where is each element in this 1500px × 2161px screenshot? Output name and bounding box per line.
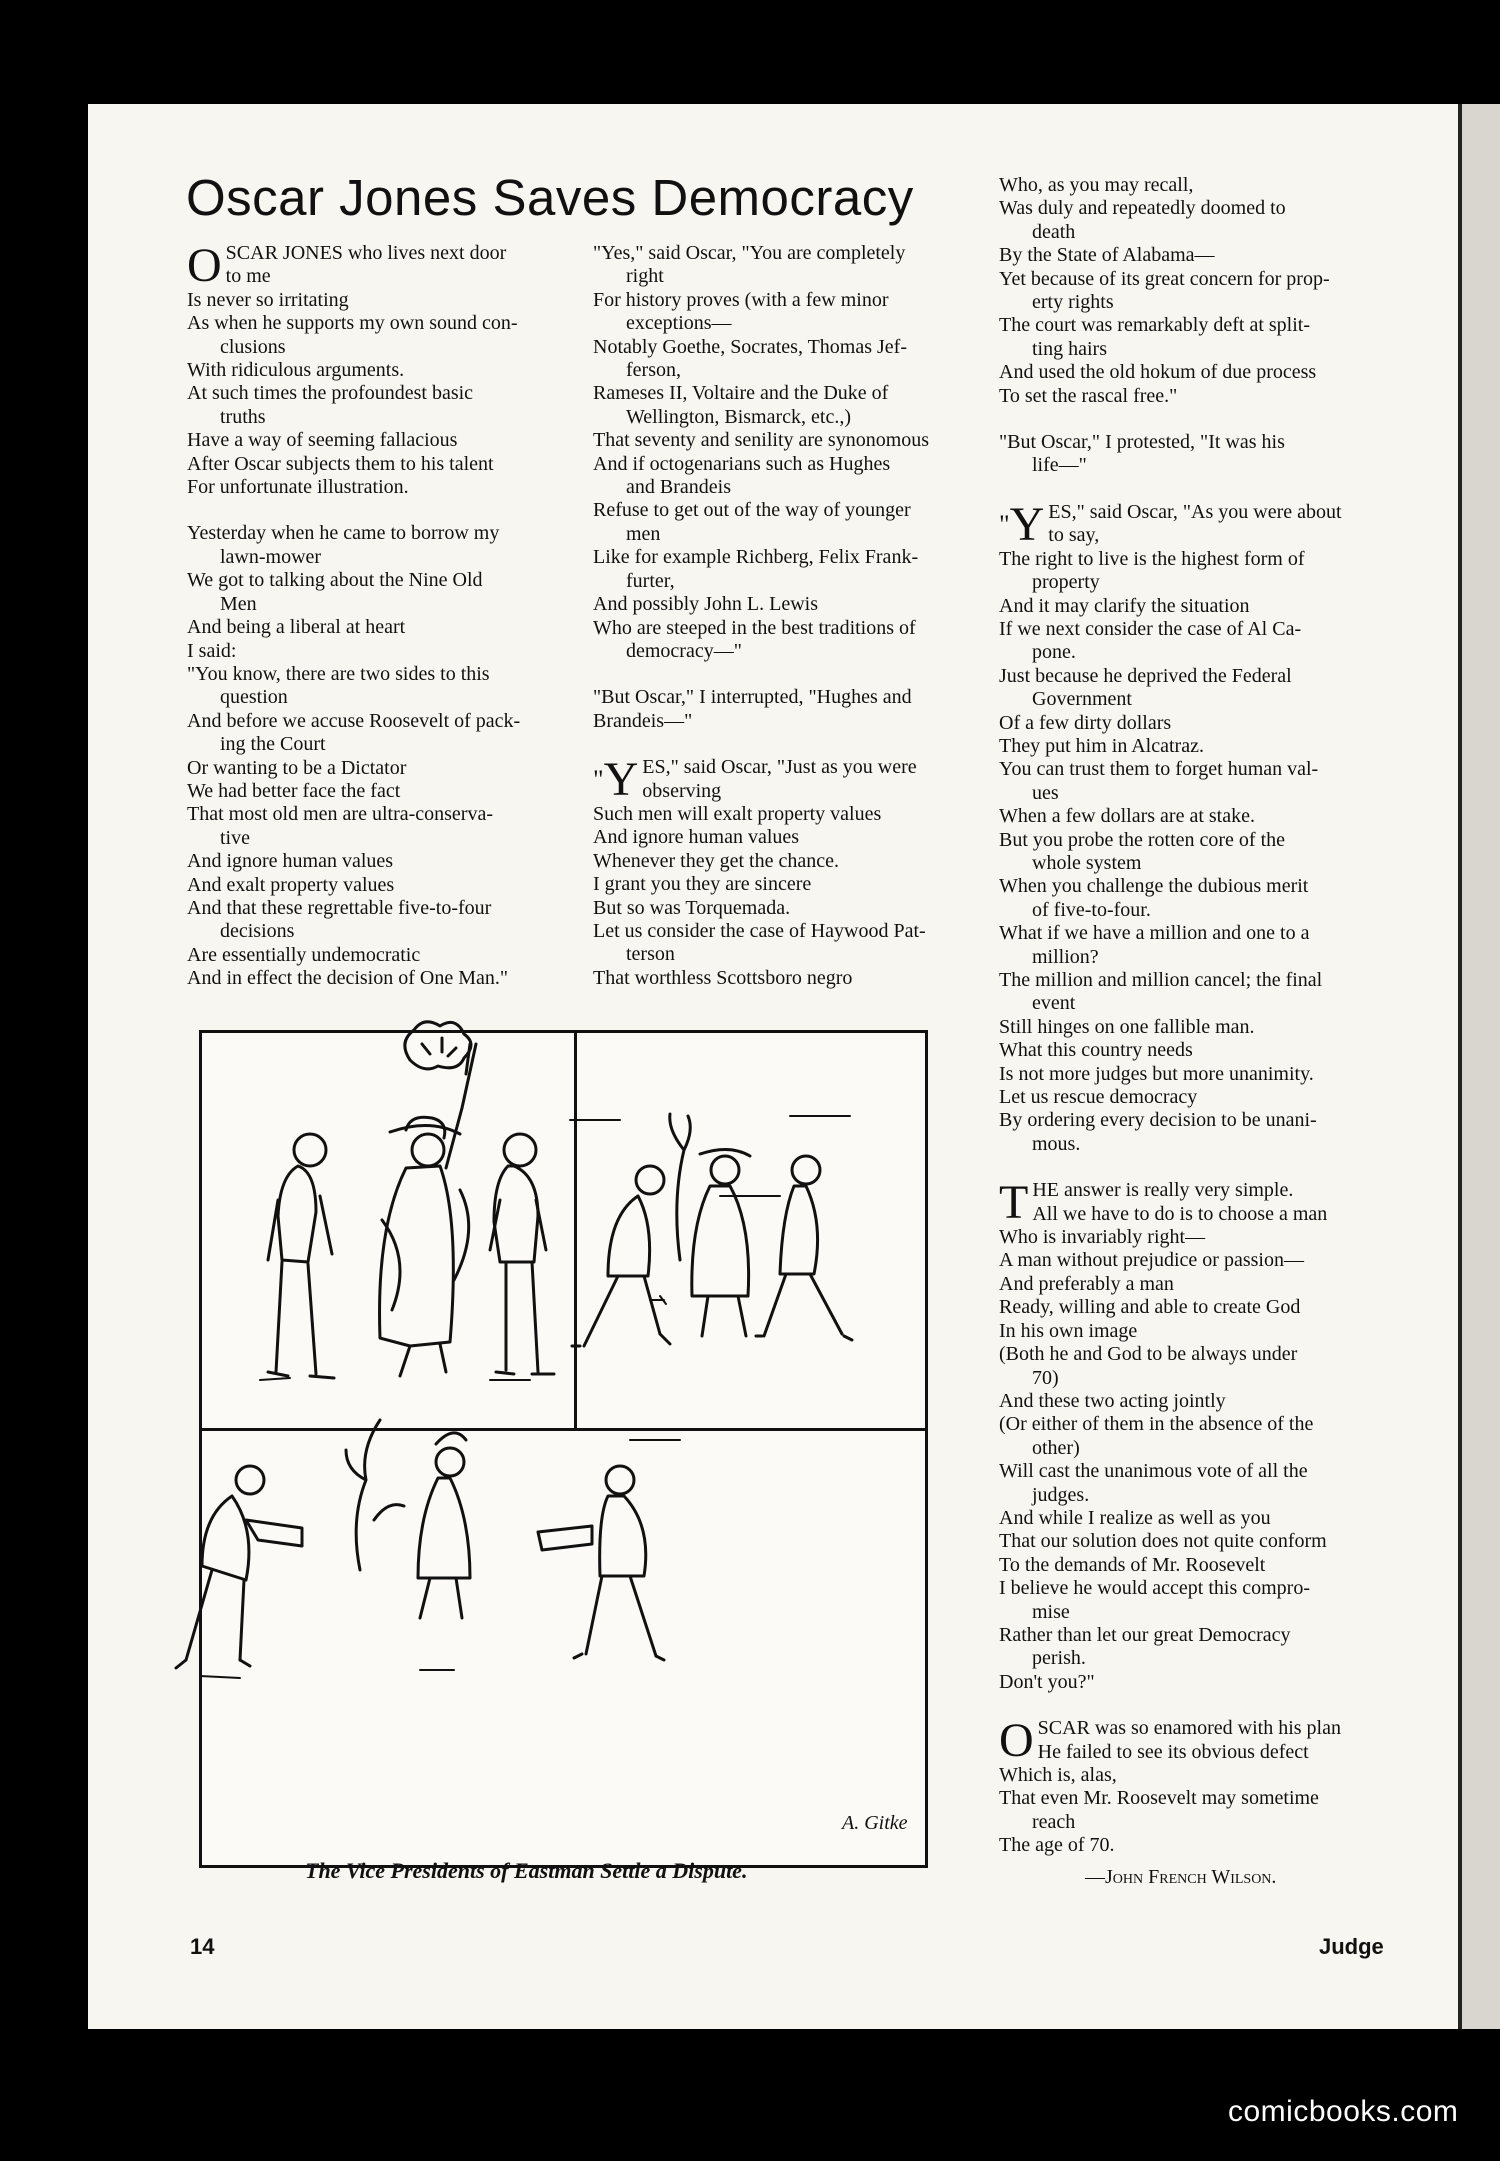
text-line: Rather than let our great Democracy bbox=[999, 1623, 1291, 1646]
text-line: To set the rascal free." bbox=[999, 384, 1178, 407]
text-line: At such times the profoundest basic bbox=[187, 382, 474, 405]
text-line: death bbox=[1032, 220, 1076, 243]
text-line: right bbox=[626, 265, 664, 288]
text-line: Whenever they get the chance. bbox=[593, 849, 839, 872]
text-line: Was duly and repeatedly doomed to bbox=[999, 197, 1286, 220]
text-line: That most old men are ultra-conserva- bbox=[187, 803, 493, 826]
text-line: That even Mr. Roosevelt may sometime bbox=[999, 1787, 1319, 1810]
text-line: lawn-mower bbox=[220, 545, 322, 568]
cartoon-figure bbox=[176, 1466, 302, 1668]
text-line: Still hinges on one fallible man. bbox=[999, 1015, 1255, 1038]
text-line: other) bbox=[1032, 1436, 1080, 1459]
text-line: Or wanting to be a Dictator bbox=[187, 756, 407, 779]
article-column-2 bbox=[593, 242, 973, 990]
text-line: And if octogenarians such as Hughes bbox=[593, 452, 891, 475]
artist-signature: A. Gitke bbox=[842, 1812, 908, 1834]
article-title: Oscar Jones Saves Democracy bbox=[186, 169, 914, 226]
text-line: Let us consider the case of Haywood Pat- bbox=[593, 919, 926, 942]
text-line: (Or either of them in the absence of the bbox=[999, 1413, 1314, 1436]
text-line: Let us rescue democracy bbox=[999, 1086, 1198, 1109]
text-line: life—" bbox=[1032, 454, 1087, 477]
text-line: We got to talking about the Nine Old bbox=[187, 569, 483, 592]
text-line: The right to live is the highest form of bbox=[999, 547, 1305, 570]
text-line: If we next consider the case of Al Ca- bbox=[999, 617, 1302, 640]
paragraph-gap bbox=[593, 663, 973, 686]
paragraph-gap bbox=[187, 499, 563, 522]
text-line: perish. bbox=[1032, 1647, 1086, 1670]
text-line: million? bbox=[1032, 945, 1099, 968]
text-line: And ignore human values bbox=[593, 826, 800, 849]
cartoon-illustration bbox=[160, 1000, 940, 1860]
text-line: And used the old hokum of due process bbox=[999, 361, 1317, 384]
text-line: decisions bbox=[220, 920, 295, 943]
text-line: As when he supports my own sound con- bbox=[187, 312, 518, 335]
text-line: observing bbox=[642, 779, 722, 802]
text-line: Of a few dirty dollars bbox=[999, 711, 1172, 734]
text-line: Will cast the unanimous vote of all the bbox=[999, 1460, 1308, 1483]
text-line: and Brandeis bbox=[626, 476, 731, 499]
text-line: Who is invariably right— bbox=[999, 1226, 1206, 1249]
text-line: judges. bbox=[1032, 1483, 1090, 1506]
drop-cap: O bbox=[187, 239, 222, 292]
text-line: And possibly John L. Lewis bbox=[593, 593, 818, 616]
text-line: To the demands of Mr. Roosevelt bbox=[999, 1553, 1266, 1576]
text-line: Yesterday when he came to borrow my bbox=[187, 522, 500, 545]
dropcap-paragraph-3 bbox=[999, 497, 1379, 551]
text-line: "Yes," said Oscar, "You are completely bbox=[593, 242, 906, 264]
text-line: The million and million cancel; the final bbox=[999, 969, 1323, 991]
text-line: Ready, willing and able to create God bbox=[999, 1296, 1301, 1319]
text-line: For history proves (with a few minor bbox=[593, 288, 889, 311]
text-line: The age of 70. bbox=[999, 1834, 1115, 1857]
line-block bbox=[999, 1764, 1379, 1858]
drop-cap: T bbox=[999, 1176, 1029, 1230]
text-line: For unfortunate illustration. bbox=[187, 476, 409, 499]
text-line: I grant you they are sincere bbox=[593, 873, 812, 896]
text-line: The court was remarkably deft at split- bbox=[999, 314, 1310, 337]
text-line: Who, as you may recall, bbox=[999, 174, 1194, 196]
text-line: And ignore human values bbox=[187, 850, 394, 873]
cartoon-figure bbox=[692, 1149, 750, 1336]
dead-tree bbox=[346, 1420, 404, 1570]
text-line: All we have to do is to choose a man bbox=[1032, 1202, 1328, 1225]
text-line: And being a liberal at heart bbox=[187, 616, 406, 639]
text-line: That seventy and senility are synonomous bbox=[593, 429, 930, 452]
text-line: Are essentially undemocratic bbox=[187, 943, 421, 966]
text-line: And it may clarify the situation bbox=[999, 594, 1250, 617]
text-line: Men bbox=[220, 592, 257, 615]
cartoon-figure bbox=[572, 1166, 670, 1346]
text-line: SCAR JONES who lives next door bbox=[225, 242, 507, 264]
text-line: pone. bbox=[1032, 641, 1076, 664]
text-line: Such men will exalt property values bbox=[593, 802, 882, 825]
text-line: reach bbox=[1032, 1810, 1076, 1833]
text-line: SCAR was so enamored with his plan bbox=[1037, 1717, 1341, 1740]
text-line: With ridiculous arguments. bbox=[187, 359, 405, 382]
text-line: Don't you?" bbox=[999, 1670, 1095, 1693]
text-line: And before we accuse Roosevelt of pack- bbox=[187, 709, 521, 732]
cartoon-figure bbox=[490, 1134, 554, 1374]
text-line: I believe he would accept this compro- bbox=[999, 1577, 1310, 1600]
cartoon-figure bbox=[538, 1466, 664, 1660]
article-column-1 bbox=[187, 239, 563, 991]
text-line: Just because he deprived the Federal bbox=[999, 664, 1292, 687]
text-line: Notably Goethe, Socrates, Thomas Jef- bbox=[593, 335, 907, 358]
site-watermark: comicbooks.com bbox=[1228, 2095, 1459, 2128]
article-column-3 bbox=[999, 174, 1379, 1889]
text-line: 70) bbox=[1032, 1366, 1059, 1389]
dropcap-paragraph-1 bbox=[187, 239, 563, 292]
text-line: Government bbox=[1032, 688, 1132, 711]
text-line: Have a way of seeming fallacious bbox=[187, 429, 458, 452]
text-line: A man without prejudice or passion— bbox=[999, 1249, 1304, 1272]
text-line: But you probe the rotten core of the bbox=[999, 828, 1286, 851]
dead-tree bbox=[670, 1114, 690, 1260]
text-line: clusions bbox=[220, 335, 286, 358]
text-line: After Oscar subjects them to his talent bbox=[187, 452, 494, 475]
text-line: And in effect the decision of One Man." bbox=[187, 967, 509, 990]
cartoon-figure bbox=[268, 1134, 334, 1378]
text-line: mous. bbox=[1032, 1132, 1081, 1155]
text-line: Is not more judges but more unanimity. bbox=[999, 1062, 1314, 1085]
text-line: exceptions— bbox=[626, 312, 732, 335]
text-line: And preferably a man bbox=[999, 1272, 1174, 1295]
text-line: He failed to see its obvious defect bbox=[1037, 1740, 1309, 1763]
text-line: We had better face the fact bbox=[187, 779, 401, 802]
text-line: to say, bbox=[1048, 524, 1100, 547]
text-line: Is never so irritating bbox=[187, 288, 349, 311]
text-line: That our solution does not quite conform bbox=[999, 1530, 1327, 1553]
text-line: They put him in Alcatraz. bbox=[999, 734, 1204, 757]
line-block bbox=[999, 1226, 1379, 1694]
text-line: Yet because of its great concern for prop- bbox=[999, 267, 1330, 290]
text-line: What this country needs bbox=[999, 1039, 1193, 1062]
line-block bbox=[593, 803, 973, 990]
text-line: When a few dollars are at stake. bbox=[999, 805, 1255, 828]
text-line: By ordering every decision to be unani- bbox=[999, 1109, 1317, 1132]
text-line: "But Oscar," I protested, "It was his bbox=[999, 431, 1285, 454]
text-line: I said: bbox=[187, 639, 237, 662]
cartoon-figure bbox=[418, 1433, 470, 1618]
line-block bbox=[593, 242, 973, 733]
cartoon-caption: The Vice Presidents of Eastman Settle a Dispute. bbox=[305, 1858, 748, 1883]
text-line: property bbox=[1032, 571, 1100, 594]
text-line: Which is, alas, bbox=[999, 1764, 1117, 1786]
dropcap-paragraph-2 bbox=[593, 753, 973, 807]
text-line: And while I realize as well as you bbox=[999, 1506, 1271, 1529]
paragraph-gap bbox=[999, 408, 1379, 431]
byline: —John French Wilson. bbox=[1085, 1865, 1277, 1888]
text-line: ES," said Oscar, "Just as you were bbox=[642, 756, 917, 779]
text-line: Brandeis—" bbox=[593, 709, 693, 732]
line-block bbox=[187, 289, 563, 991]
cartoon-figure bbox=[756, 1156, 852, 1340]
text-line: You can trust them to forget human val- bbox=[999, 758, 1319, 781]
cartoon-figure bbox=[380, 1044, 476, 1376]
text-line: event bbox=[1032, 992, 1076, 1015]
text-line: mise bbox=[1032, 1600, 1070, 1623]
text-line: Wellington, Bismarck, etc.,) bbox=[626, 405, 851, 428]
text-line: question bbox=[220, 686, 288, 709]
text-line: By the State of Alabama— bbox=[999, 244, 1215, 267]
drop-cap: "Y bbox=[593, 753, 639, 807]
drop-cap: "Y bbox=[999, 497, 1045, 551]
text-line: And exalt property values bbox=[187, 873, 395, 896]
text-line: ferson, bbox=[626, 359, 681, 382]
facing-page-edge bbox=[1462, 104, 1500, 2029]
text-line: furter, bbox=[626, 569, 675, 592]
text-line: HE answer is really very simple. bbox=[1032, 1179, 1294, 1202]
text-line: When you challenge the dubious merit bbox=[999, 875, 1309, 898]
page-number: 14 bbox=[190, 1934, 215, 1959]
dropcap-paragraph-4 bbox=[999, 1176, 1379, 1230]
text-line: And these two acting jointly bbox=[999, 1389, 1226, 1412]
drop-cap: O bbox=[999, 1714, 1034, 1768]
magazine-name: Judge bbox=[1319, 1934, 1384, 1959]
text-line: Refuse to get out of the way of younger bbox=[593, 499, 911, 522]
text-line: "But Oscar," I interrupted, "Hughes and bbox=[593, 686, 912, 709]
text-line: (Both he and God to be always under bbox=[999, 1343, 1298, 1366]
smoke-burst bbox=[405, 1022, 471, 1069]
text-line: terson bbox=[626, 943, 675, 966]
text-line: That worthless Scottsboro negro bbox=[593, 966, 853, 989]
text-line: whole system bbox=[1032, 851, 1142, 874]
text-line: of five-to-four. bbox=[1032, 898, 1151, 921]
line-block bbox=[999, 174, 1379, 478]
text-line: Like for example Richberg, Felix Frank- bbox=[593, 546, 919, 569]
text-line: tive bbox=[220, 826, 250, 849]
text-line: Rameses II, Voltaire and the Duke of bbox=[593, 382, 889, 405]
text-line: ues bbox=[1032, 781, 1059, 804]
text-line: "You know, there are two sides to this bbox=[187, 662, 490, 685]
text-line: men bbox=[626, 522, 661, 545]
text-line: truths bbox=[220, 405, 266, 428]
text-line: democracy—" bbox=[626, 639, 742, 662]
text-line: In his own image bbox=[999, 1319, 1138, 1342]
line-block bbox=[999, 548, 1379, 1157]
text-line: ing the Court bbox=[220, 733, 326, 756]
text-line: to me bbox=[225, 265, 271, 288]
text-line: And that these regrettable five-to-four bbox=[187, 896, 492, 919]
text-line: ting hairs bbox=[1032, 337, 1107, 360]
text-line: ES," said Oscar, "As you were about bbox=[1048, 500, 1342, 523]
text-line: erty rights bbox=[1032, 291, 1114, 314]
text-line: What if we have a million and one to a bbox=[999, 922, 1310, 945]
dropcap-paragraph-5 bbox=[999, 1714, 1379, 1768]
text-line: But so was Torquemada. bbox=[593, 896, 791, 919]
text-line: Who are steeped in the best traditions of bbox=[593, 616, 916, 639]
